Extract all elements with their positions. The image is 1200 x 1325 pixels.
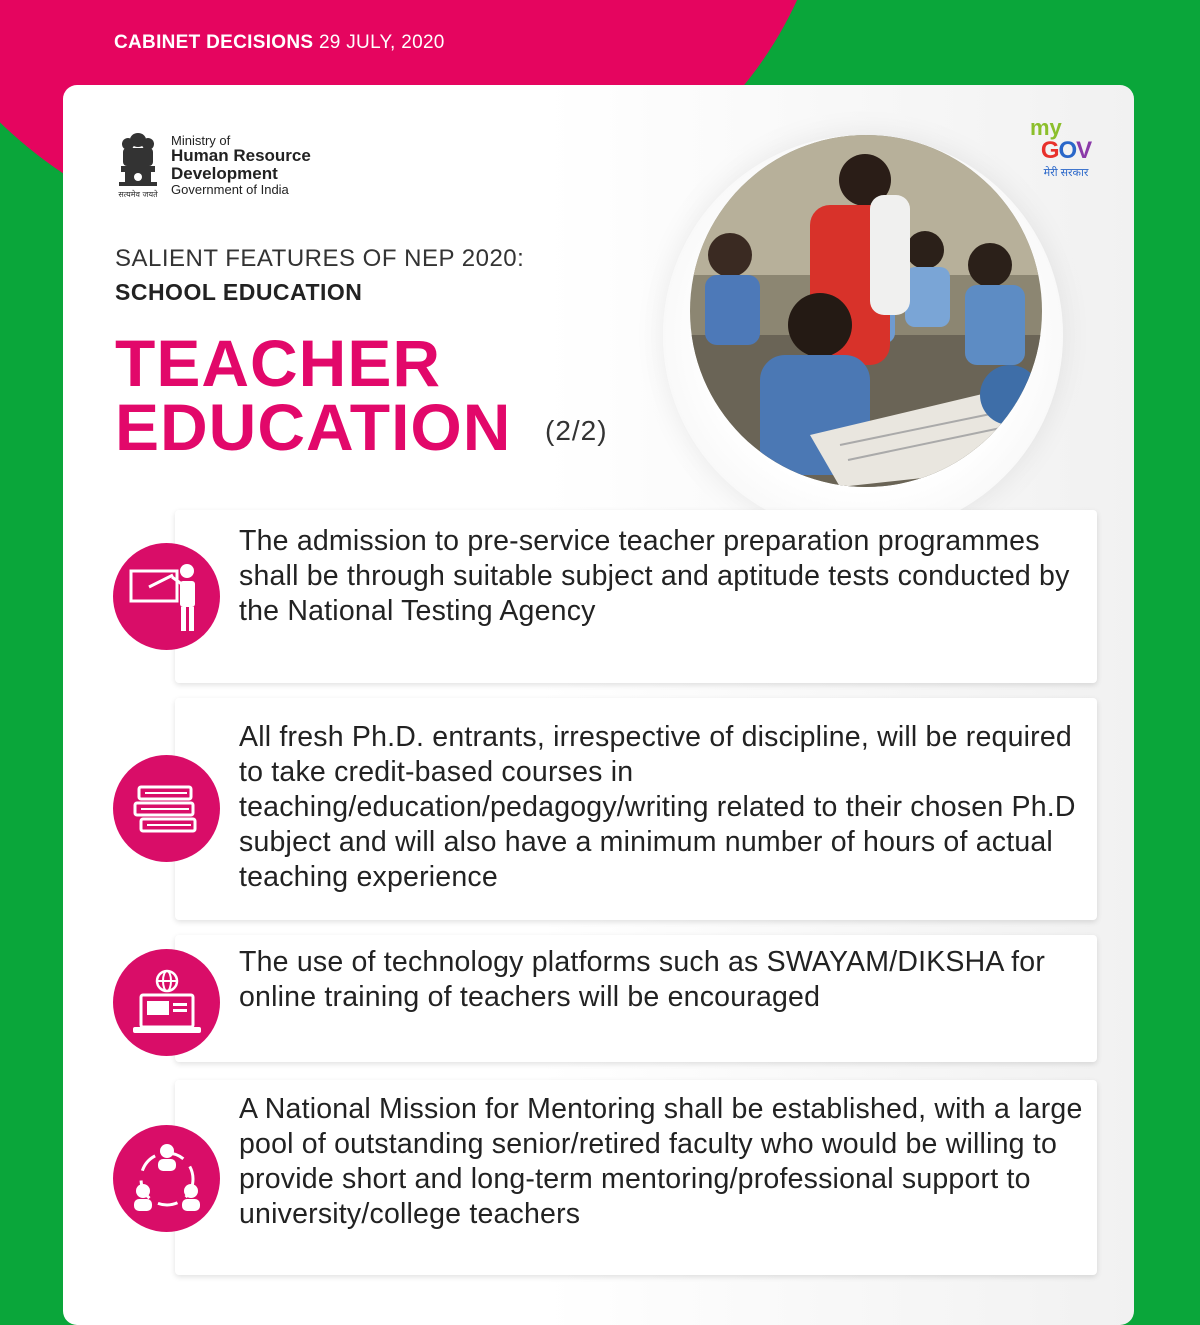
ministry-line4: Government of India (171, 181, 289, 197)
teacher-board-icon (113, 543, 220, 650)
mentoring-network-icon (113, 1125, 220, 1232)
feature-text-1: The admission to pre-service teacher preparation programmes shall be through suitable subject and aptitude tests conducted by the National Testing Agency (239, 525, 1070, 627)
subtitle: SALIENT FEATURES OF NEP 2020: (115, 245, 525, 272)
mygov-my: my (1030, 115, 1062, 140)
part-indicator: (2/2) (545, 415, 608, 446)
mygov-g: G (1040, 137, 1059, 164)
online-laptop-icon (113, 949, 220, 1056)
feature-item-3 (175, 935, 1097, 1062)
page-title-line1: TEACHER (115, 326, 442, 400)
feature-item-1 (175, 510, 1097, 683)
classroom-photo (690, 135, 1042, 487)
national-emblem-icon (113, 130, 163, 200)
feature-text-3: The use of technology platforms such as SWAYAM/DIKSHA for online training of teachers will be encouraged (239, 946, 1046, 1013)
feature-item-4 (175, 1080, 1097, 1275)
mygov-o: O (1058, 137, 1077, 164)
feature-item-2 (175, 698, 1097, 920)
feature-text-4: A National Mission for Mentoring shall be established, with a large pool of outstanding senior/retired faculty who would be willing to provide short and long-term mentoring/professional support to university/college teachers (239, 1093, 1083, 1230)
feature-text-2: All fresh Ph.D. entrants, irrespective of discipline, will be required to take credit-based courses in teaching/education/pedagogy/writing related to their chosen Ph.D subject and will also have a minimum number of hours of actual teaching experience (239, 721, 1076, 893)
content-card (63, 85, 1134, 1325)
header-date: 29 JULY, 2020 (318, 32, 445, 53)
ministry-line1: Ministry of (171, 132, 231, 148)
ministry-logo (113, 130, 311, 200)
mygov-gov (1026, 139, 1106, 163)
header-label: CABINET DECISIONS (114, 32, 314, 53)
emblem-caption: सत्यमेव जयते (118, 190, 158, 199)
ministry-line2: Human Resource (171, 146, 311, 166)
ministry-line3: Development (171, 164, 278, 183)
page-title-line2: EDUCATION (115, 390, 512, 464)
mygov-logo (1026, 117, 1106, 180)
mygov-v: V (1076, 137, 1092, 164)
subtitle-bold: SCHOOL EDUCATION (115, 279, 363, 305)
cabinet-decisions-header (114, 32, 445, 54)
mygov-tagline: मेरी सरकार (1043, 167, 1089, 179)
books-stack-icon (113, 755, 220, 862)
